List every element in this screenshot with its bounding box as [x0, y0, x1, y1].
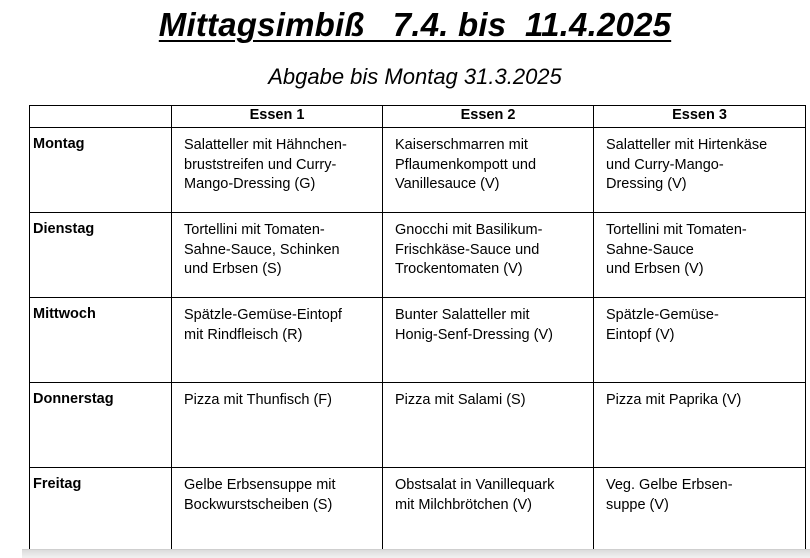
menu-table: [29, 105, 806, 553]
deadline-subtitle: Abgabe bis Montag 31.3.2025: [268, 64, 562, 89]
meal-cell: [594, 383, 806, 468]
table-row-dienstag: [30, 213, 806, 298]
meal-text: Spätzle-Gemüse- Eintopf (V): [606, 307, 719, 343]
meal-text: Tortellini mit Tomaten- Sahne-Sauce, Schinken und Erbsen (S): [184, 222, 340, 278]
meal-cell: [594, 468, 806, 553]
meal-cell: [594, 213, 806, 298]
meal-text: Pizza mit Thunfisch (F): [184, 392, 332, 408]
meal-text: Salatteller mit Hähnchen- bruststreifen und Curry- Mango-Dressing (G): [184, 137, 347, 193]
table-row-montag: [30, 128, 806, 213]
meal-text: Pizza mit Paprika (V): [606, 392, 742, 408]
header-row: [30, 106, 806, 128]
meal-cell: [383, 383, 594, 468]
meal-text: Gnocchi mit Basilikum- Frischkäse-Sauce und Trockentomaten (V): [395, 222, 543, 278]
meal-cell: [172, 298, 383, 383]
day-label: Dienstag: [30, 213, 172, 298]
meal-cell: [172, 213, 383, 298]
meal-cell: [383, 128, 594, 213]
day-label: Mittwoch: [30, 298, 172, 383]
meal-cell: [383, 298, 594, 383]
meal-cell: [594, 298, 806, 383]
meal-cell: [172, 468, 383, 553]
meal-text: Kaiserschmarren mit Pflaumenkompott und Vanillesauce (V): [395, 137, 537, 193]
page-title: Mittagsimbiß 7.4. bis 11.4.2025: [158, 6, 672, 43]
meal-text: Spätzle-Gemüse-Eintopf mit Rindfleisch (R): [184, 307, 342, 343]
day-label: Donnerstag: [30, 383, 172, 468]
meal-text: Salatteller mit Hirtenkäse und Curry-Mango- Dressing (V): [606, 137, 768, 193]
column-header-essen-2: Essen 2: [383, 106, 594, 128]
meal-text: Tortellini mit Tomaten- Sahne-Sauce und Erbsen (V): [606, 222, 747, 278]
meal-text: Veg. Gelbe Erbsen- suppe (V): [606, 477, 733, 513]
meal-text: Gelbe Erbsensuppe mit Bockwurstscheiben (S): [184, 477, 336, 513]
meal-cell: [383, 213, 594, 298]
day-label: Montag: [30, 128, 172, 213]
meal-cell: [383, 468, 594, 553]
meal-text: Pizza mit Salami (S): [395, 392, 526, 408]
meal-cell: [172, 128, 383, 213]
table-row-mittwoch: [30, 298, 806, 383]
table-row-donnerstag: [30, 383, 806, 468]
column-header-day: [30, 106, 172, 128]
day-label: Freitag: [30, 468, 172, 553]
column-header-essen-3: Essen 3: [594, 106, 806, 128]
meal-cell: [172, 383, 383, 468]
column-header-essen-1: Essen 1: [172, 106, 383, 128]
meal-text: Obstsalat in Vanillequark mit Milchbrötchen (V): [395, 477, 555, 513]
table-row-freitag: [30, 468, 806, 553]
meal-text: Bunter Salatteller mit Honig-Senf-Dressing (V): [395, 307, 553, 343]
meal-cell: [594, 128, 806, 213]
